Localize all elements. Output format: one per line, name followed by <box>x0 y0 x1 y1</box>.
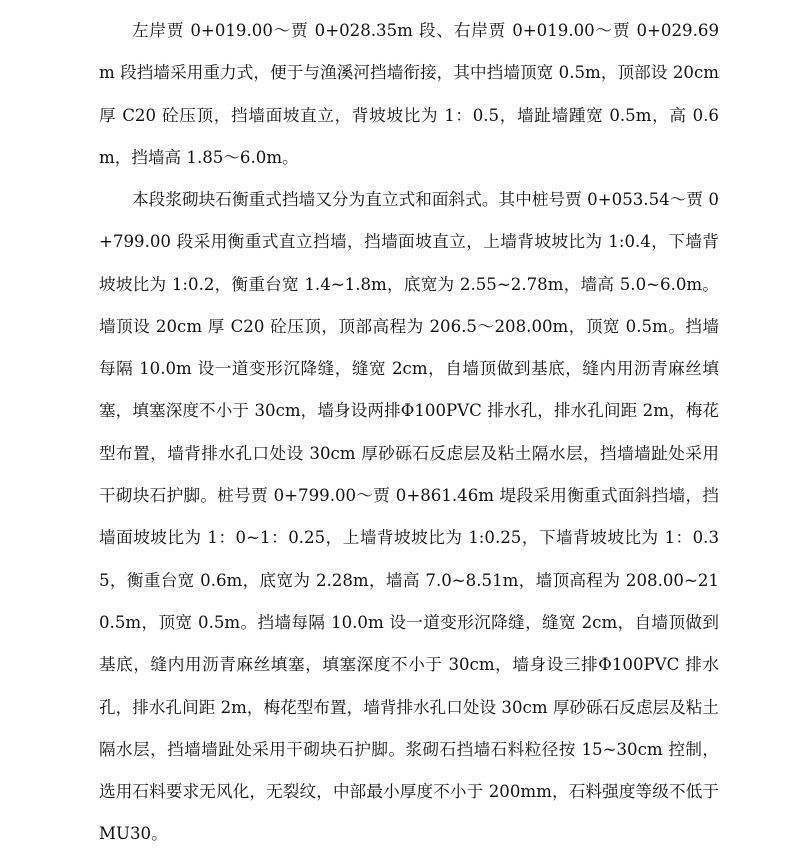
paragraph-gravity-wall: 左岸贾 0+019.00～贾 0+028.35m 段、右岸贾 0+019.00～贾 0+029.69m 段挡墙采用重力式，便于与渔溪河挡墙衔接，其中挡墙顶宽 0.5m，顶部设 20cm 厚 C20 砼压顶，挡墙面坡直立，背坡坡比为 1：0.5，墙趾墙踵宽 0.5m，高 0.6m，挡墙高 1.85～6.0m。 <box>99 21 719 167</box>
paragraph-counterfort-wall: 本段浆砌块石衡重式挡墙又分为直立式和面斜式。其中桩号贾 0+053.54～贾 0+799.00 段采用衡重式直立挡墙，挡墙面坡直立，上墙背坡坡比为 1:0.4，下墙背坡坡比为 1:0.2，衡重台宽 1.4~1.8m，底宽为 2.55~2.78m，墙高 5.0~6.0m。墙顶设 20cm 厚 C20 砼压顶，顶部高程为 206.5～208.00m，顶宽 0.5m。挡墙每隔 10.0m 设一道变形沉降缝，缝宽 2cm，自墙顶做到基底，缝内用沥青麻丝填塞，填塞深度不小于 30cm，墙身设两排Φ100PVC 排水孔，排水孔间距 2m，梅花型布置，墙背排水孔口处设 30cm 厚砂砾石反虑层及粘土隔水层，挡墙墙趾处采用干砌块石护脚。桩号贾 0+799.00～贾 0+861.46m 堤段采用衡重式面斜挡墙，挡墙面坡坡比为 1：0~1：0.25，上墙背坡坡比为 1:0.25，下墙背坡坡比为 1：0.35，衡重台宽 0.6m，底宽为 2.28m，墙高 7.0~8.51m，墙顶高程为 208.00~210.5m，顶宽 0.5m。挡墙每隔 10.0m 设一道变形沉降缝，缝宽 2cm，自墙顶做到基底，缝内用沥青麻丝填塞，填塞深度不小于 30cm，墙身设三排Φ100PVC 排水孔，排水孔间距 2m，梅花型布置，墙背排水孔口处设 30cm 厚砂砾石反虑层及粘土隔水层，挡墙墙趾处采用干砌块石护脚。浆砌石挡墙石料粒径按 15~30cm 控制，选用石料要求无风化，无裂纹，中部最小厚度不小于 200mm，石料强度等级不低于 MU30。 <box>99 190 719 844</box>
